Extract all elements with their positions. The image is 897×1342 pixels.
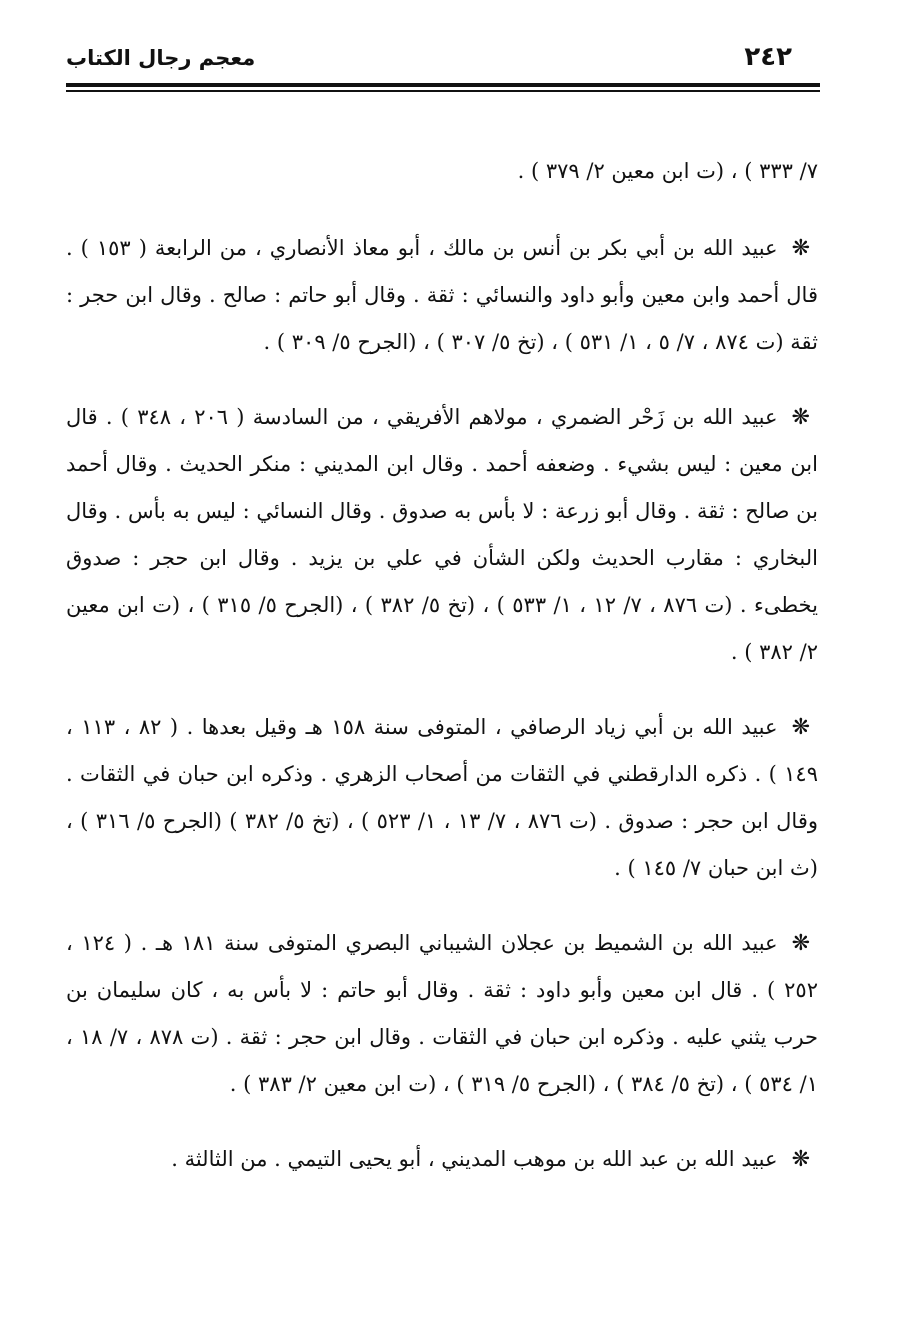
entry-text: عبيد الله بن أبي زياد الرصافي ، المتوفى سنة ١٥٨ هـ وقيل بعدها . ( ٨٢ ، ١١٣ ، ١٤٩ ) . ذكره الدارقطني في الثقات من أصحاب الزهري . وذكره ابن حبان في الثقات . وقال ابن حجر : صدوق . (ت ٨٧٦ ، ٧/ ١٣ ، ١/ ٥٢٣ ) ، (تخ ٥/ ٣٨٢ ) (الجرح ٥/ ٣١٦ ) ، (ث ابن حبان ٧/ ١٤٥ ) .	[66, 715, 818, 880]
page-header	[66, 42, 818, 78]
asterism-icon: ❋	[791, 236, 811, 261]
entry-text: عبيد الله بن زَحْر الضمري ، مولاهم الأفريقي ، من السادسة ( ٢٠٦ ، ٣٤٨ ) . قال ابن معين : ليس بشيء . وضعفه أحمد . وقال ابن المديني : منكر الحديث . وقال أحمد بن صالح : ثقة . وقال أبو زرعة : لا بأس به صدوق . وقال النسائي : ليس به بأس . وقال البخاري : مقارب الحديث ولكن الشأن في علي بن يزيد . وقال ابن حجر : صدوق يخطىء . (ت ٨٧٦ ، ٧/ ١٢ ، ١/ ٥٣٣ ) ، (تخ ٥/ ٣٨٢ ) ، (الجرح ٥/ ٣١٥ ) ، (ت ابن معين ٢/ ٣٨٢ ) .	[66, 405, 818, 664]
entry-continuation	[66, 148, 818, 195]
entry-ubaydallah-ibn-abi-ziyad	[66, 704, 818, 892]
asterism-icon: ❋	[791, 1147, 810, 1172]
entry-text: عبيد الله بن أبي بكر بن أنس بن مالك ، أبو معاذ الأنصاري ، من الرابعة ( ١٥٣ ) . قال أحمد وابن معين وأبو داود والنسائي : ثقة . وقال أبو حاتم : صالح . وقال ابن حجر : ثقة (ت ٨٧٤ ، ٧/ ٥ ، ١/ ٥٣١ ) ، (تخ ٥/ ٣٠٧ ) ، (الجرح ٥/ ٣٠٩ ) .	[66, 236, 818, 354]
entry-ubaydallah-ibn-al-shumayt	[66, 920, 818, 1108]
header-rule-thick	[66, 83, 820, 87]
running-title: معجم رجال الكتاب	[66, 46, 256, 70]
asterism-icon: ❋	[791, 405, 810, 430]
entry-text: عبيد الله بن عبد الله بن موهب المديني ، أبو يحيى التيمي . من الثالثة .	[171, 1147, 778, 1171]
page-body	[66, 148, 818, 1211]
entry-text: عبيد الله بن الشميط بن عجلان الشيباني البصري المتوفى سنة ١٨١ هـ . ( ١٢٤ ، ٢٥٢ ) . قال ابن معين وأبو داود : ثقة . وقال أبو حاتم : لا بأس به ، كان سليمان بن حرب يثني عليه . وذكره ابن حبان في الثقات . وقال ابن حجر : ثقة . (ت ٨٧٨ ، ٧/ ١٨ ، ١/ ٥٣٤ ) ، (تخ ٥/ ٣٨٤ ) ، (الجرح ٥/ ٣١٩ ) ، (ت ابن معين ٢/ ٣٨٣ ) .	[66, 931, 819, 1096]
entry-text: ٧/ ٣٣٣ ) ، (ت ابن معين ٢/ ٣٧٩ ) .	[517, 159, 818, 183]
asterism-icon: ❋	[791, 931, 811, 956]
entry-ubaydallah-ibn-abdallah-ibn-mawhab	[66, 1136, 818, 1183]
entry-ubaydallah-ibn-zahr	[66, 394, 818, 676]
header-rule-thin	[66, 90, 820, 92]
page-number: ٢٤٢	[744, 42, 792, 72]
entry-ubaydallah-ibn-abi-bakr	[66, 225, 818, 366]
asterism-icon: ❋	[791, 715, 810, 740]
